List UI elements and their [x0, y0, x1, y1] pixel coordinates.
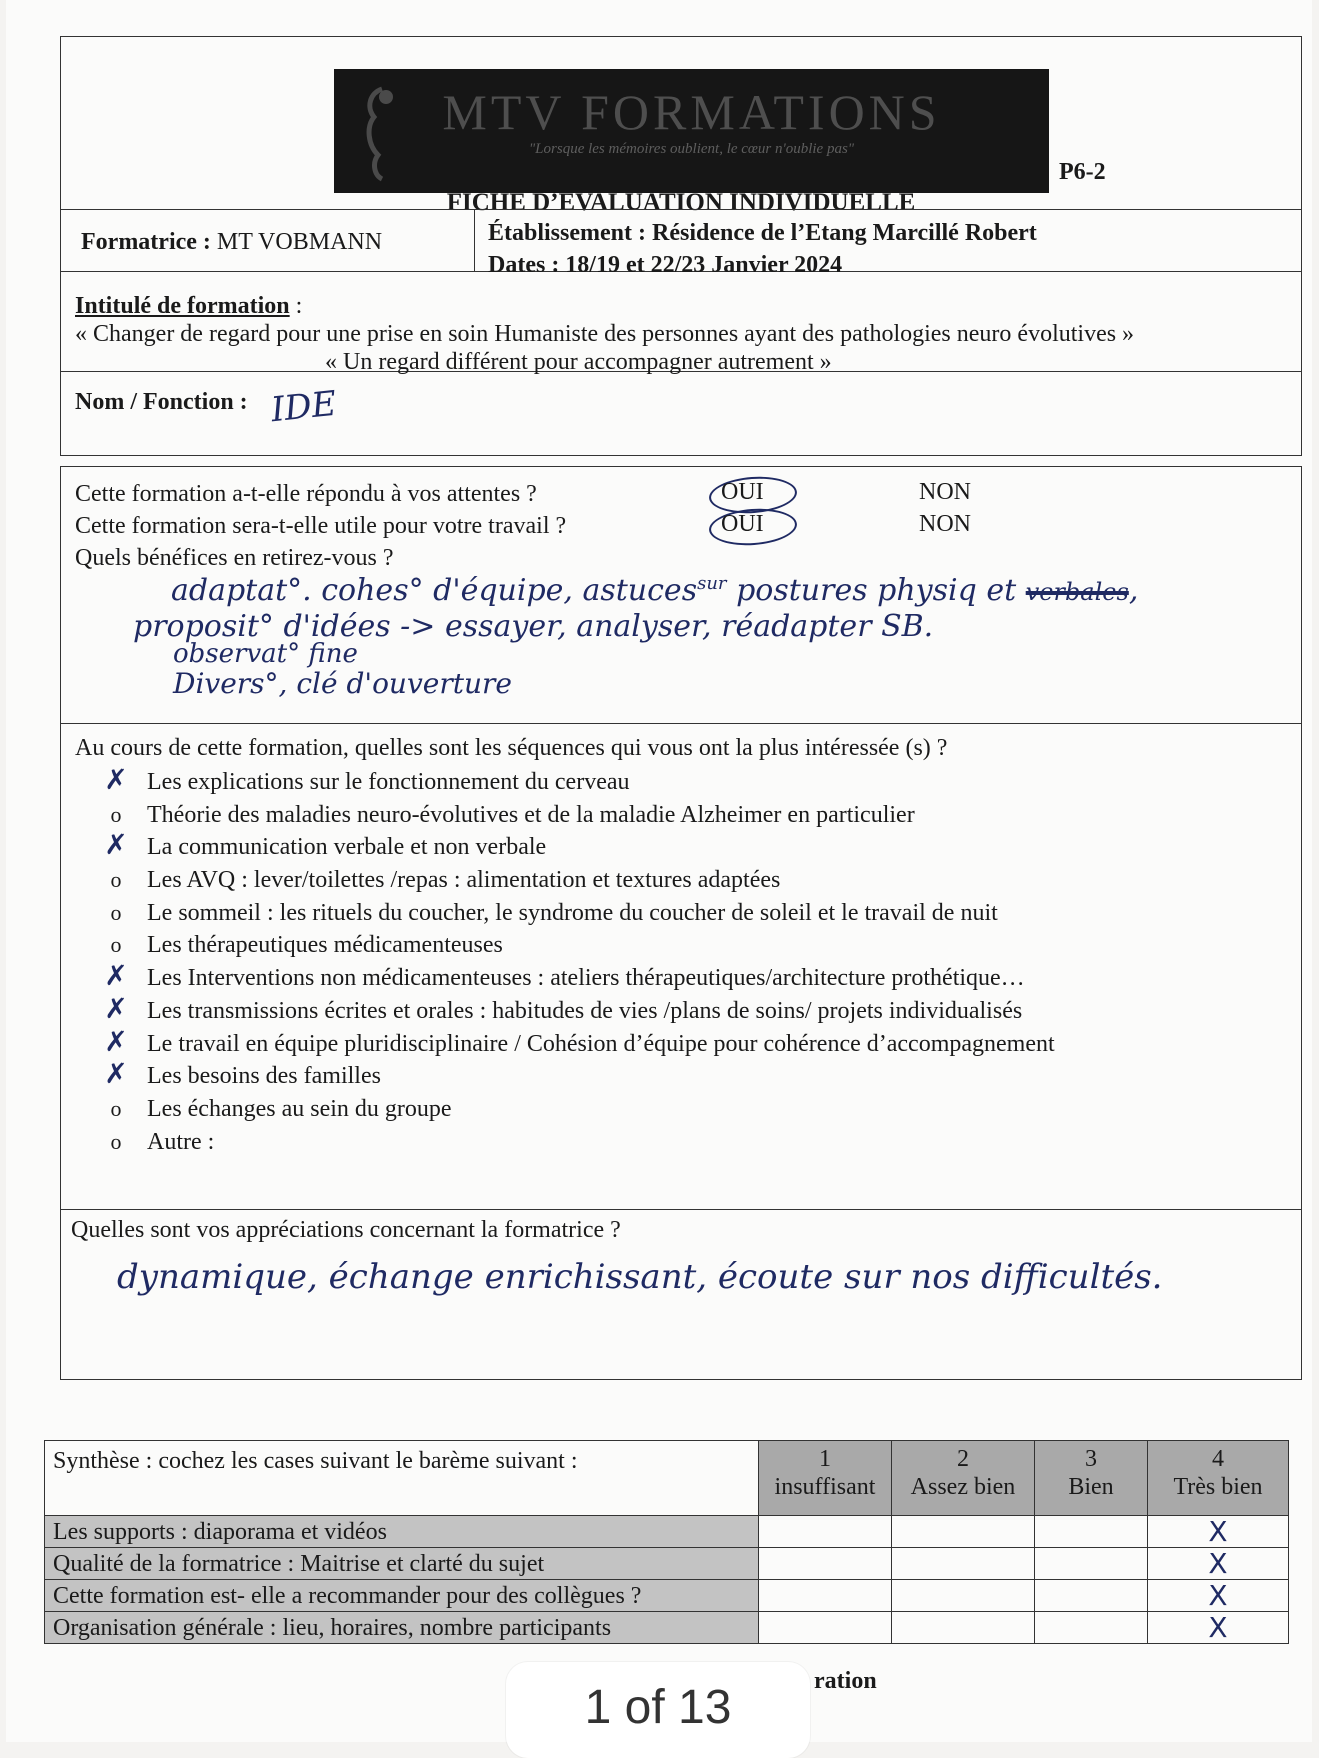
- question-expectations: Cette formation a-t-elle répondu à vos attentes ?: [75, 481, 537, 507]
- dates-value: Dates : 18/19 et 22/23 Janvier 2024: [488, 252, 843, 278]
- check-mark: X: [1148, 1516, 1289, 1548]
- sequence-label: Autre :: [147, 1128, 215, 1155]
- logo-tagline: "Lorsque les mémoires oublient, le cœur n'oublie pas": [528, 141, 855, 157]
- check-mark: ✗: [104, 959, 128, 993]
- scale-3: 3 Bien: [1035, 1441, 1148, 1516]
- scale-4: 4 Très bien: [1148, 1441, 1289, 1516]
- sequence-label: Théorie des maladies neuro-évolutives et de la maladie Alzheimer en particulier: [147, 801, 915, 828]
- bullet-icon: o: [110, 1095, 122, 1121]
- divider: [61, 1209, 1301, 1210]
- list-item: [101, 898, 1055, 931]
- list-item: [101, 930, 1055, 963]
- divider: [61, 723, 1301, 724]
- benefits-line3: observat° fine: [173, 639, 358, 669]
- establishment-field: [488, 217, 1037, 281]
- list-item: [101, 1127, 1055, 1160]
- answer-yes: OUI: [721, 511, 764, 537]
- scale-2: 2 Assez bien: [892, 1441, 1035, 1516]
- table-row: Qualité de la formatrice : Maitrise et clarté du sujet X: [45, 1548, 1289, 1580]
- check-mark: ✗: [104, 828, 128, 862]
- document-title: FICHE D’EVALUATION INDIVIDUELLE: [446, 189, 916, 216]
- sequence-label: Le sommeil : les rituels du coucher, le syndrome du coucher de soleil et le travail de nuit: [147, 899, 998, 926]
- sequence-label: Les échanges au sein du groupe: [147, 1095, 452, 1122]
- sequence-label: Les explications sur le fonctionnement du cerveau: [147, 769, 630, 795]
- training-title-line1: « Changer de regard pour une prise en soin Humaniste des personnes ayant des pathologies neuro évolutives »: [75, 321, 1135, 347]
- list-item: [101, 1024, 1055, 1062]
- establishment-value: Établissement : Résidence de l’Etang Marcillé Robert: [488, 220, 1037, 246]
- list-item: [101, 959, 1055, 996]
- list-item: [101, 865, 1055, 898]
- list-item: [101, 800, 1055, 833]
- bullet-icon: o: [110, 1128, 122, 1154]
- sequence-label: Les Interventions non médicamenteuses : ateliers thérapeutiques/architecture prothétique…: [147, 965, 1025, 992]
- benefits-line4: Divers°, clé d'ouverture: [173, 667, 512, 700]
- trainer-field: [81, 229, 382, 256]
- answer-no: NON: [919, 479, 971, 505]
- reference-code: P6-2: [1059, 159, 1106, 185]
- divider: [61, 209, 1301, 210]
- sequence-label: Les transmissions écrites et orales : habitudes de vies /plans de soins/ projets individualisés: [147, 997, 1023, 1024]
- bullet-icon: o: [110, 867, 122, 893]
- answer-no: NON: [919, 511, 971, 537]
- benefits-line1: adaptat°. cohes° d'équipe, astuces$^{sur}$ postures physiq et verbales,: [171, 573, 1139, 608]
- sequence-list: [101, 763, 1055, 1159]
- list-item: [101, 828, 1055, 865]
- document-page: [6, 0, 1312, 1742]
- synthesis-header: Synthèse : cochez les cases suivant le barème suivant :: [45, 1441, 759, 1516]
- check-mark: ✗: [104, 1057, 128, 1091]
- training-title-line2: « Un regard différent pour accompagner autrement »: [325, 349, 832, 375]
- benefits-line2: proposit° d'idées -> essayer, analyser, réadapter SB.: [133, 609, 934, 644]
- logo-banner: [334, 69, 1049, 193]
- sequence-label: Les thérapeutiques médicamenteuses: [147, 932, 503, 959]
- list-item: [101, 1057, 1055, 1094]
- answer-yes: OUI: [721, 479, 764, 505]
- sequence-label: Le travail en équipe pluridisciplinaire / Cohésion d’équipe pour cohérence d’accompagnement: [147, 1030, 1055, 1057]
- name-function-label: Nom / Fonction :: [75, 389, 248, 415]
- sequences-question: Au cours de cette formation, quelles sont les séquences qui vous ont la plus intéressée (s) ?: [75, 735, 948, 761]
- logo-name: MTV FORMATIONS: [442, 84, 941, 140]
- check-mark: X: [1148, 1612, 1289, 1644]
- bullet-icon: o: [110, 899, 122, 925]
- table-row: Organisation générale : lieu, horaires, nombre participants X: [45, 1612, 1289, 1644]
- check-mark: X: [1148, 1548, 1289, 1580]
- bullet-icon: o: [110, 801, 122, 827]
- list-item: [101, 991, 1055, 1029]
- training-label: Intitulé de formation :: [75, 293, 303, 319]
- check-mark: ✗: [104, 763, 128, 796]
- sequence-label: Les AVQ : lever/toilettes /repas : alimentation et textures adaptées: [147, 867, 781, 894]
- trainer-label: Formatrice :: [81, 229, 211, 255]
- appreciation-answer: dynamique, échange enrichissant, écoute sur nos difficultés.: [117, 1257, 1163, 1297]
- synthesis-table: [44, 1440, 1289, 1644]
- list-item: [101, 763, 1055, 800]
- scale-1: 1 insuffisant: [759, 1441, 892, 1516]
- appreciation-question: Quelles sont vos appréciations concernant la formatrice ?: [71, 1217, 621, 1243]
- synthesis-header-row: [45, 1441, 1289, 1516]
- divider: [474, 209, 475, 271]
- check-mark: X: [1148, 1580, 1289, 1612]
- sequence-label: Les besoins des familles: [147, 1063, 381, 1090]
- check-mark: ✗: [104, 991, 128, 1025]
- page-indicator: 1 of 13: [506, 1662, 810, 1758]
- table-row: Cette formation est- elle a recommander pour des collègues ? X: [45, 1580, 1289, 1612]
- check-mark: ✗: [104, 1024, 128, 1058]
- trainer-value: MT VOBMANN: [216, 229, 383, 255]
- name-function-value: IDE: [269, 383, 339, 431]
- list-item: [101, 1094, 1055, 1127]
- footer-text-fragment: ration: [814, 1668, 877, 1694]
- questionnaire-box: [60, 466, 1302, 1380]
- sequence-label: La communication verbale et non verbale: [147, 834, 547, 861]
- question-benefits: Quels bénéfices en retirez-vous ?: [75, 545, 394, 571]
- header-box: [60, 36, 1302, 456]
- logo-figure-icon: [352, 83, 412, 183]
- question-useful: Cette formation sera-t-elle utile pour votre travail ?: [75, 513, 567, 539]
- bullet-icon: o: [110, 932, 122, 958]
- table-row: Les supports : diaporama et vidéos X: [45, 1516, 1289, 1548]
